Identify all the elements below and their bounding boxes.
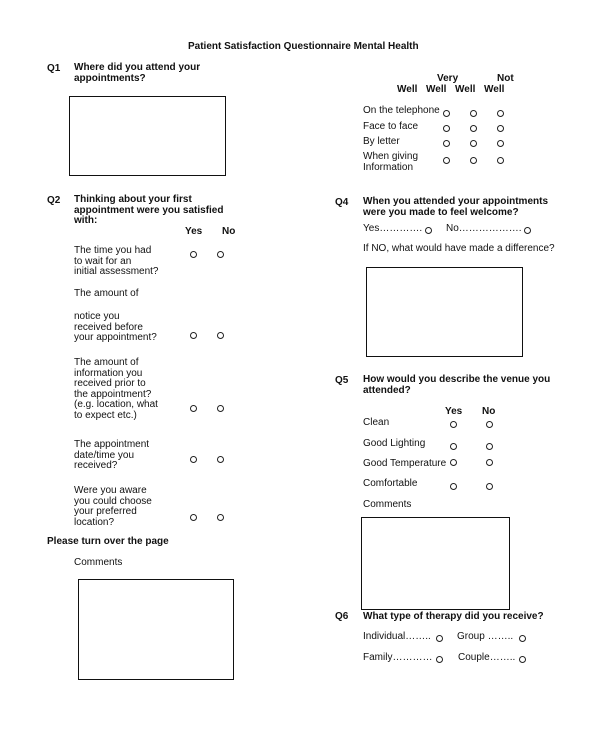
- q3-row-face-to-face: Face to face: [363, 121, 419, 132]
- q3-face-radio-1[interactable]: [443, 125, 450, 132]
- q2-question: Thinking about your first appointment were you satisfied with:: [74, 194, 224, 226]
- q2-location-no-radio[interactable]: [217, 514, 224, 521]
- q3-telephone-radio-1[interactable]: [443, 110, 450, 117]
- q5-temperature-no-radio[interactable]: [486, 459, 493, 466]
- q5-item-temperature: Good Temperature: [363, 458, 447, 469]
- q4-no-radio[interactable]: [524, 227, 531, 234]
- q4-if-no-prompt: If NO, what would have made a difference?: [363, 243, 555, 254]
- q3-face-radio-2[interactable]: [470, 125, 477, 132]
- q2-date-no-radio[interactable]: [217, 456, 224, 463]
- q2-item-information: The amount of information you received prior to the appointment? (e.g. location, what to expect etc.): [74, 357, 158, 421]
- q5-lighting-no-radio[interactable]: [486, 443, 493, 450]
- q3-letter-radio-2[interactable]: [470, 140, 477, 147]
- q2-item-location: Were you aware you could choose your preferred location?: [74, 485, 152, 528]
- q6-individual-radio[interactable]: [436, 635, 443, 642]
- q5-question: How would you describe the venue you attended?: [363, 374, 551, 396]
- q5-comfortable-no-radio[interactable]: [486, 483, 493, 490]
- q4-answer-box[interactable]: [366, 267, 523, 357]
- q5-item-lighting: Good Lighting: [363, 438, 426, 449]
- q2-notice-yes-radio[interactable]: [190, 332, 197, 339]
- q3-row-telephone: On the telephone: [363, 105, 440, 116]
- q2-date-yes-radio[interactable]: [190, 456, 197, 463]
- please-turn-over: Please turn over the page: [47, 536, 169, 547]
- q5-comments-label: Comments: [363, 499, 412, 510]
- q5-item-clean: Clean: [363, 417, 390, 428]
- q2-wait-no-radio[interactable]: [217, 251, 224, 258]
- q2-item-wait-time: The time you had to wait for an initial assessment?: [74, 245, 159, 277]
- q2-location-yes-radio[interactable]: [190, 514, 197, 521]
- q6-individual-label: Individual……..: [363, 631, 431, 642]
- q5-clean-yes-radio[interactable]: [450, 421, 457, 428]
- q3-col-well-1: Well: [397, 84, 418, 95]
- q3-letter-radio-1[interactable]: [443, 140, 450, 147]
- q2-notice-no-radio[interactable]: [217, 332, 224, 339]
- q2-wait-yes-radio[interactable]: [190, 251, 197, 258]
- q3-header-not: Not: [497, 73, 514, 84]
- q3-row-by-letter: By letter: [363, 136, 400, 147]
- q2-info-no-radio[interactable]: [217, 405, 224, 412]
- q3-info-radio-2[interactable]: [470, 157, 477, 164]
- q3-telephone-radio-3[interactable]: [497, 110, 504, 117]
- q4-number: Q4: [335, 197, 349, 208]
- q3-row-information: When giving Information: [363, 151, 419, 173]
- q5-temperature-yes-radio[interactable]: [450, 459, 457, 466]
- q6-group-label: Group ……..: [457, 631, 514, 642]
- q2-item-date-time: The appointment date/time you received?: [74, 439, 150, 471]
- page-title: Patient Satisfaction Questionnaire Mental Health: [188, 41, 419, 52]
- q5-yes-header: Yes: [445, 406, 463, 417]
- q5-number: Q5: [335, 375, 349, 386]
- q6-family-label: Family…………: [363, 652, 433, 663]
- q1-number: Q1: [47, 63, 61, 74]
- q3-info-radio-1[interactable]: [443, 157, 450, 164]
- q1-question: Where did you attend your appointments?: [74, 62, 201, 84]
- q3-header-very: Very: [437, 73, 459, 84]
- q5-item-comfortable: Comfortable: [363, 478, 418, 489]
- q2-yes-header: Yes: [185, 226, 203, 237]
- q2-comments-box[interactable]: [78, 579, 234, 680]
- q4-yes-radio[interactable]: [425, 227, 432, 234]
- q3-info-radio-3[interactable]: [497, 157, 504, 164]
- q2-comments-label: Comments: [74, 557, 123, 568]
- q5-clean-no-radio[interactable]: [486, 421, 493, 428]
- q4-no-label: No……………….: [446, 223, 522, 234]
- q2-number: Q2: [47, 195, 61, 206]
- q4-question: When you attended your appointments were you made to feel welcome?: [363, 196, 549, 218]
- q5-comments-box[interactable]: [361, 517, 510, 610]
- q3-letter-radio-3[interactable]: [497, 140, 504, 147]
- q3-col-well-2: Well: [426, 84, 447, 95]
- q6-family-radio[interactable]: [436, 656, 443, 663]
- q1-answer-box[interactable]: [69, 96, 226, 176]
- q2-info-yes-radio[interactable]: [190, 405, 197, 412]
- q3-face-radio-3[interactable]: [497, 125, 504, 132]
- q2-no-header: No: [222, 226, 236, 237]
- q6-question: What type of therapy did you receive?: [363, 611, 544, 622]
- q3-col-well-3: Well: [455, 84, 476, 95]
- q2-item-notice: notice you received before your appointment?: [74, 311, 157, 343]
- q3-col-well-4: Well: [484, 84, 505, 95]
- q5-no-header: No: [482, 406, 496, 417]
- q2-item-amount-of: The amount of: [74, 288, 139, 299]
- q3-telephone-radio-2[interactable]: [470, 110, 477, 117]
- q6-group-radio[interactable]: [519, 635, 526, 642]
- q5-lighting-yes-radio[interactable]: [450, 443, 457, 450]
- q6-couple-label: Couple……..: [458, 652, 516, 663]
- q4-yes-label: Yes………….: [363, 223, 423, 234]
- q6-number: Q6: [335, 611, 349, 622]
- q6-couple-radio[interactable]: [519, 656, 526, 663]
- q5-comfortable-yes-radio[interactable]: [450, 483, 457, 490]
